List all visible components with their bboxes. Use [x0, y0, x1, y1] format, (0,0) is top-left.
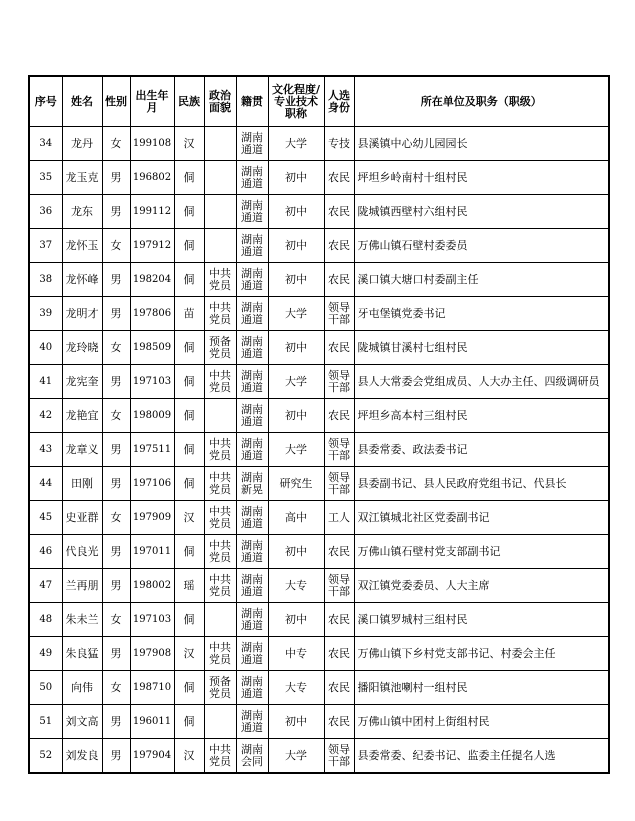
cell-origin: 湖南通道: [236, 705, 268, 739]
cell-politics: 中共党员: [204, 467, 236, 501]
header-seq: 序号: [29, 76, 62, 127]
cell-category: 领导干部: [324, 569, 354, 603]
cell-origin: 湖南通道: [236, 637, 268, 671]
cell-unit: 县委常委、政法委书记: [354, 433, 609, 467]
cell-seq: 44: [29, 467, 62, 501]
cell-education: 大专: [268, 671, 324, 705]
cell-seq: 34: [29, 127, 62, 161]
cell-ethnicity: 汉: [174, 739, 204, 774]
cell-gender: 男: [102, 263, 130, 297]
cell-education: 大学: [268, 297, 324, 331]
table-row: [29, 263, 609, 297]
cell-unit: 溪口镇罗城村三组村民: [354, 603, 609, 637]
cell-birth: 196011: [130, 705, 174, 739]
cell-education: 初中: [268, 195, 324, 229]
cell-name: 代良光: [62, 535, 102, 569]
cell-ethnicity: 侗: [174, 603, 204, 637]
cell-ethnicity: 侗: [174, 229, 204, 263]
cell-politics: [204, 705, 236, 739]
table-header-row: [29, 76, 609, 127]
cell-origin: 湖南通道: [236, 297, 268, 331]
cell-origin: 湖南通道: [236, 671, 268, 705]
cell-ethnicity: 侗: [174, 331, 204, 365]
cell-seq: 43: [29, 433, 62, 467]
cell-politics: 中共党员: [204, 433, 236, 467]
cell-seq: 35: [29, 161, 62, 195]
header-politics: 政治面貌: [204, 76, 236, 127]
cell-politics: 中共党员: [204, 263, 236, 297]
cell-name: 龙章义: [62, 433, 102, 467]
cell-gender: 女: [102, 603, 130, 637]
cell-ethnicity: 侗: [174, 467, 204, 501]
cell-seq: 36: [29, 195, 62, 229]
cell-education: 大专: [268, 569, 324, 603]
cell-origin: 湖南通道: [236, 161, 268, 195]
cell-name: 史亚群: [62, 501, 102, 535]
cell-politics: 中共党员: [204, 501, 236, 535]
header-unit: 所在单位及职务（职级）: [354, 76, 609, 127]
cell-unit: 牙屯堡镇党委书记: [354, 297, 609, 331]
cell-unit: 县人大常委会党组成员、人大办主任、四级调研员: [354, 365, 609, 399]
cell-education: 初中: [268, 263, 324, 297]
header-gender: 性别: [102, 76, 130, 127]
cell-name: 刘发良: [62, 739, 102, 774]
cell-origin: 湖南通道: [236, 535, 268, 569]
cell-gender: 男: [102, 195, 130, 229]
cell-education: 研究生: [268, 467, 324, 501]
table-row: [29, 637, 609, 671]
cell-seq: 42: [29, 399, 62, 433]
cell-ethnicity: 侗: [174, 705, 204, 739]
cell-category: 工人: [324, 501, 354, 535]
cell-education: 大学: [268, 739, 324, 774]
cell-gender: 男: [102, 637, 130, 671]
cell-unit: 万佛山镇中团村上街组村民: [354, 705, 609, 739]
cell-seq: 41: [29, 365, 62, 399]
cell-birth: 198009: [130, 399, 174, 433]
cell-politics: 预备党员: [204, 671, 236, 705]
cell-ethnicity: 瑶: [174, 569, 204, 603]
cell-birth: 198509: [130, 331, 174, 365]
cell-gender: 女: [102, 229, 130, 263]
cell-origin: 湖南通道: [236, 195, 268, 229]
cell-education: 初中: [268, 229, 324, 263]
cell-gender: 女: [102, 671, 130, 705]
cell-name: 龙玲晓: [62, 331, 102, 365]
cell-seq: 38: [29, 263, 62, 297]
cell-ethnicity: 侗: [174, 671, 204, 705]
cell-name: 龙怀峰: [62, 263, 102, 297]
table-row: [29, 433, 609, 467]
cell-education: 大学: [268, 127, 324, 161]
cell-seq: 46: [29, 535, 62, 569]
cell-category: 领导干部: [324, 365, 354, 399]
cell-category: 领导干部: [324, 467, 354, 501]
cell-ethnicity: 苗: [174, 297, 204, 331]
cell-unit: 陇城镇西壁村六组村民: [354, 195, 609, 229]
cell-birth: 197011: [130, 535, 174, 569]
cell-category: 农民: [324, 603, 354, 637]
cell-birth: 199112: [130, 195, 174, 229]
cell-education: 初中: [268, 603, 324, 637]
cell-ethnicity: 侗: [174, 195, 204, 229]
cell-origin: 湖南通道: [236, 229, 268, 263]
cell-seq: 52: [29, 739, 62, 774]
cell-birth: 196802: [130, 161, 174, 195]
cell-gender: 男: [102, 365, 130, 399]
table-row: [29, 331, 609, 365]
cell-birth: 197909: [130, 501, 174, 535]
cell-education: 初中: [268, 331, 324, 365]
cell-origin: 湖南通道: [236, 127, 268, 161]
cell-gender: 男: [102, 705, 130, 739]
cell-education: 初中: [268, 535, 324, 569]
cell-origin: 湖南新晃: [236, 467, 268, 501]
cell-birth: 197103: [130, 365, 174, 399]
cell-category: 农民: [324, 161, 354, 195]
cell-gender: 女: [102, 331, 130, 365]
cell-category: 农民: [324, 195, 354, 229]
cell-education: 大学: [268, 365, 324, 399]
cell-politics: 中共党员: [204, 297, 236, 331]
header-education: 文化程度/专业技术职称: [268, 76, 324, 127]
cell-gender: 男: [102, 433, 130, 467]
cell-name: 龙明才: [62, 297, 102, 331]
table-row: [29, 569, 609, 603]
table-row: [29, 603, 609, 637]
cell-category: 农民: [324, 671, 354, 705]
cell-education: 初中: [268, 705, 324, 739]
cell-name: 龙宪奎: [62, 365, 102, 399]
cell-origin: 湖南通道: [236, 365, 268, 399]
table-row: [29, 705, 609, 739]
cell-name: 刘文高: [62, 705, 102, 739]
table-row: [29, 739, 609, 774]
cell-seq: 48: [29, 603, 62, 637]
cell-unit: 坪坦乡高本村三组村民: [354, 399, 609, 433]
cell-unit: 县委副书记、县人民政府党组书记、代县长: [354, 467, 609, 501]
cell-education: 中专: [268, 637, 324, 671]
cell-name: 龙东: [62, 195, 102, 229]
cell-name: 龙丹: [62, 127, 102, 161]
header-origin: 籍贯: [236, 76, 268, 127]
cell-category: 领导干部: [324, 433, 354, 467]
cell-gender: 男: [102, 297, 130, 331]
cell-category: 农民: [324, 705, 354, 739]
cell-birth: 198710: [130, 671, 174, 705]
cell-category: 农民: [324, 637, 354, 671]
table-row: [29, 399, 609, 433]
table-row: [29, 297, 609, 331]
cell-name: 朱良猛: [62, 637, 102, 671]
cell-name: 向伟: [62, 671, 102, 705]
cell-ethnicity: 侗: [174, 365, 204, 399]
cell-name: 朱未兰: [62, 603, 102, 637]
cell-category: 农民: [324, 263, 354, 297]
cell-origin: 湖南通道: [236, 603, 268, 637]
cell-seq: 47: [29, 569, 62, 603]
cell-name: 龙艳宜: [62, 399, 102, 433]
cell-birth: 197908: [130, 637, 174, 671]
cell-birth: 197106: [130, 467, 174, 501]
cell-education: 大学: [268, 433, 324, 467]
cell-name: 田刚: [62, 467, 102, 501]
cell-seq: 49: [29, 637, 62, 671]
cell-category: 领导干部: [324, 739, 354, 774]
table-row: [29, 161, 609, 195]
cell-origin: 湖南通道: [236, 331, 268, 365]
cell-name: 龙怀玉: [62, 229, 102, 263]
cell-politics: 中共党员: [204, 569, 236, 603]
cell-origin: 湖南通道: [236, 399, 268, 433]
cell-politics: 中共党员: [204, 739, 236, 774]
header-name: 姓名: [62, 76, 102, 127]
cell-politics: 中共党员: [204, 535, 236, 569]
cell-birth: 197904: [130, 739, 174, 774]
cell-unit: 县委常委、纪委书记、监委主任提名人选: [354, 739, 609, 774]
cell-origin: 湖南通道: [236, 501, 268, 535]
cell-birth: 197806: [130, 297, 174, 331]
cell-seq: 37: [29, 229, 62, 263]
cell-birth: 198002: [130, 569, 174, 603]
cell-birth: 198204: [130, 263, 174, 297]
header-birth: 出生年月: [130, 76, 174, 127]
table-row: [29, 671, 609, 705]
cell-origin: 湖南通道: [236, 263, 268, 297]
cell-category: 领导干部: [324, 297, 354, 331]
cell-politics: [204, 399, 236, 433]
cell-category: 农民: [324, 399, 354, 433]
cell-gender: 男: [102, 739, 130, 774]
cell-seq: 50: [29, 671, 62, 705]
table-row: [29, 127, 609, 161]
cell-seq: 45: [29, 501, 62, 535]
cell-ethnicity: 侗: [174, 161, 204, 195]
cell-origin: 湖南通道: [236, 569, 268, 603]
table-row: [29, 229, 609, 263]
cell-birth: 197912: [130, 229, 174, 263]
candidate-table: [28, 75, 610, 774]
cell-unit: 县溪镇中心幼儿园园长: [354, 127, 609, 161]
cell-gender: 男: [102, 467, 130, 501]
cell-category: 农民: [324, 229, 354, 263]
cell-gender: 男: [102, 535, 130, 569]
table-row: [29, 535, 609, 569]
cell-unit: 溪口镇大塘口村委副主任: [354, 263, 609, 297]
cell-politics: 预备党员: [204, 331, 236, 365]
cell-ethnicity: 侗: [174, 263, 204, 297]
cell-ethnicity: 侗: [174, 535, 204, 569]
header-category: 人选身份: [324, 76, 354, 127]
cell-unit: 播阳镇池喇村一组村民: [354, 671, 609, 705]
table-body: [29, 127, 609, 774]
cell-ethnicity: 侗: [174, 399, 204, 433]
cell-seq: 51: [29, 705, 62, 739]
cell-seq: 39: [29, 297, 62, 331]
header-ethnicity: 民族: [174, 76, 204, 127]
cell-category: 农民: [324, 535, 354, 569]
cell-origin: 湖南通道: [236, 433, 268, 467]
cell-ethnicity: 侗: [174, 433, 204, 467]
cell-education: 初中: [268, 161, 324, 195]
cell-birth: 197511: [130, 433, 174, 467]
cell-origin: 湖南会同: [236, 739, 268, 774]
cell-ethnicity: 汉: [174, 127, 204, 161]
cell-gender: 女: [102, 127, 130, 161]
cell-education: 高中: [268, 501, 324, 535]
cell-unit: 双江镇党委委员、人大主席: [354, 569, 609, 603]
cell-unit: 双江镇城北社区党委副书记: [354, 501, 609, 535]
cell-category: 专技: [324, 127, 354, 161]
cell-politics: [204, 195, 236, 229]
cell-gender: 女: [102, 501, 130, 535]
cell-politics: [204, 229, 236, 263]
cell-unit: 万佛山镇石壁村党支部副书记: [354, 535, 609, 569]
cell-ethnicity: 汉: [174, 637, 204, 671]
cell-politics: [204, 161, 236, 195]
cell-birth: 197103: [130, 603, 174, 637]
cell-name: 兰再朋: [62, 569, 102, 603]
cell-politics: [204, 603, 236, 637]
cell-ethnicity: 汉: [174, 501, 204, 535]
cell-unit: 坪坦乡岭南村十组村民: [354, 161, 609, 195]
cell-unit: 万佛山镇石壁村委委员: [354, 229, 609, 263]
cell-politics: [204, 127, 236, 161]
cell-gender: 男: [102, 569, 130, 603]
cell-gender: 男: [102, 161, 130, 195]
cell-gender: 女: [102, 399, 130, 433]
cell-politics: 中共党员: [204, 637, 236, 671]
cell-politics: 中共党员: [204, 365, 236, 399]
table-row: [29, 501, 609, 535]
cell-birth: 199108: [130, 127, 174, 161]
cell-unit: 万佛山镇下乡村党支部书记、村委会主任: [354, 637, 609, 671]
cell-category: 农民: [324, 331, 354, 365]
table-row: [29, 195, 609, 229]
cell-seq: 40: [29, 331, 62, 365]
cell-unit: 陇城镇甘溪村七组村民: [354, 331, 609, 365]
table-row: [29, 365, 609, 399]
cell-education: 初中: [268, 399, 324, 433]
table-row: [29, 467, 609, 501]
cell-name: 龙玉克: [62, 161, 102, 195]
